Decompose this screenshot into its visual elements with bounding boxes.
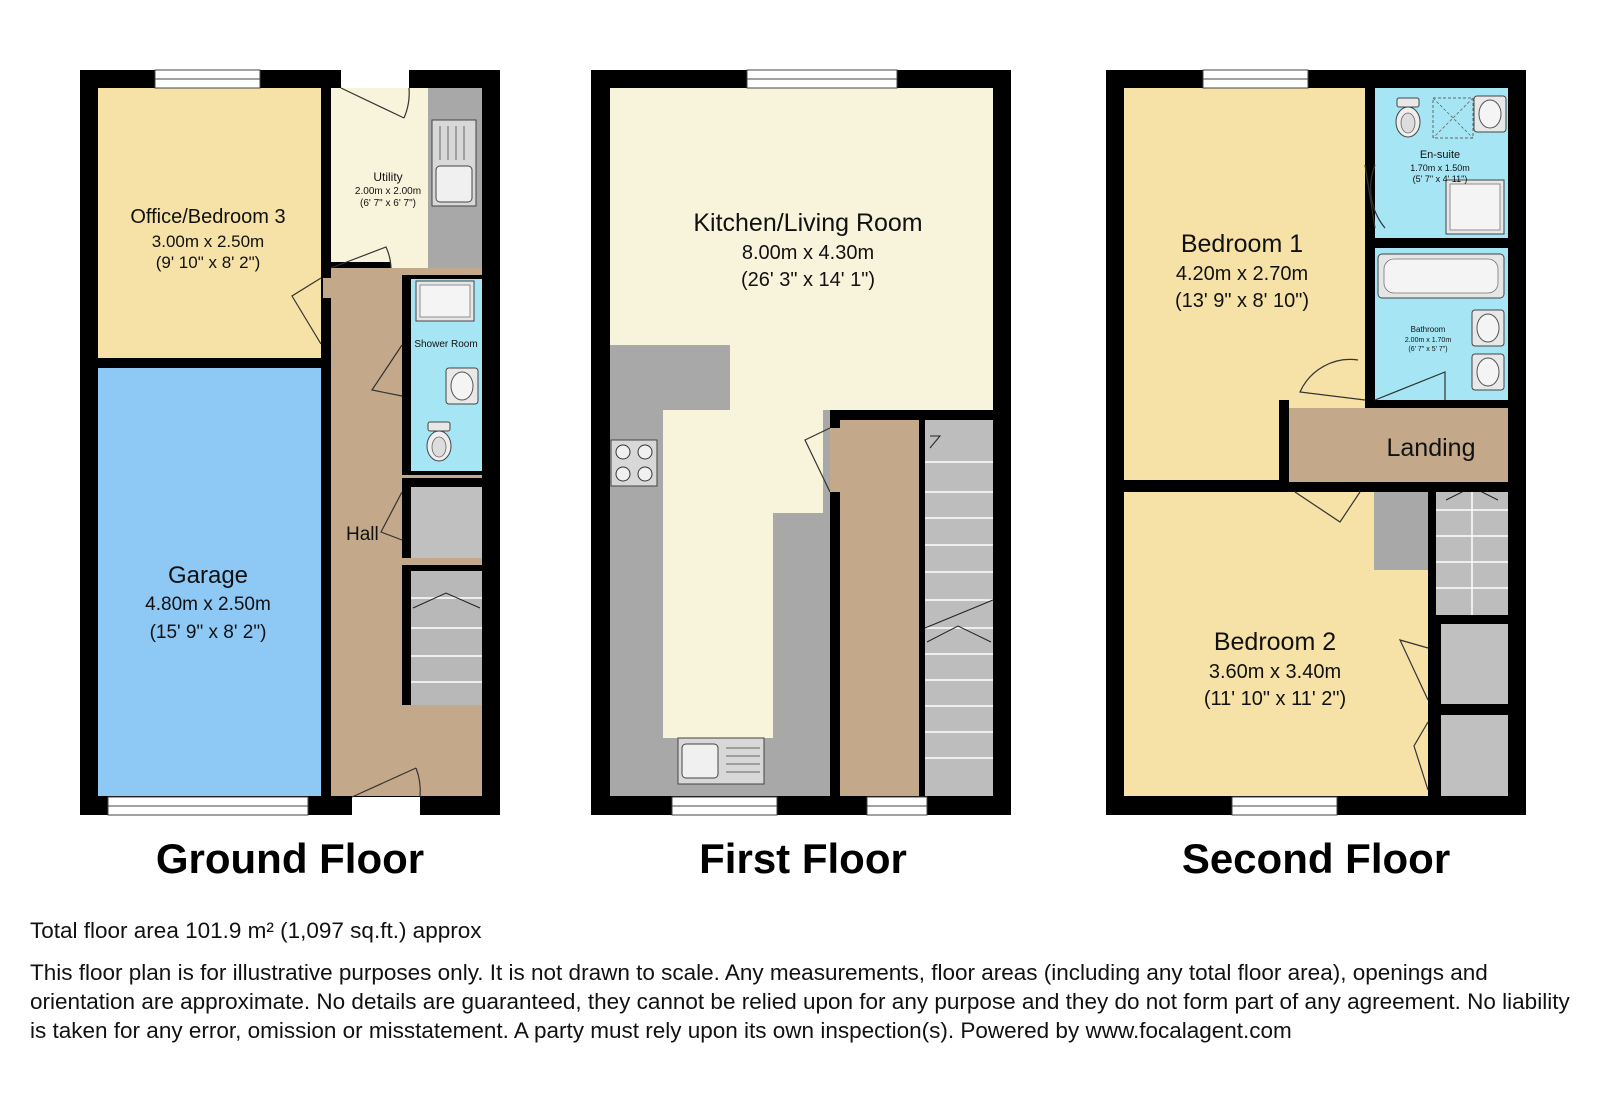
first-floor-title: First Floor [699, 835, 907, 880]
ensuite-name: En-suite [1419, 149, 1461, 161]
bedroom-1-name: Bedroom 1 [1180, 230, 1304, 258]
bedroom-1-imperial: (13' 9" x 8' 10") [1174, 290, 1310, 312]
bathroom-metric: 2.00m x 1.70m [1404, 337, 1452, 344]
bedroom-2-imperial: (11' 10" x 11' 2") [1203, 688, 1347, 710]
ensuite-imperial: (5' 7" x 4' 11") [1412, 174, 1468, 184]
garage-metric: 4.80m x 2.50m [145, 594, 271, 615]
bedroom-2-metric: 3.60m x 3.40m [1208, 661, 1342, 683]
landing-name: Landing [1386, 434, 1476, 462]
office-metric: 3.00m x 2.50m [151, 232, 265, 251]
utility-name: Utility [373, 170, 403, 184]
office-imperial: (9' 10" x 8' 2") [155, 253, 261, 272]
office-name: Office/Bedroom 3 [130, 206, 286, 228]
ground-floor-plan [80, 70, 500, 815]
utility-metric: 2.00m x 2.00m [354, 186, 422, 197]
second-floor-title: Second Floor [1181, 835, 1451, 880]
utility-imperial: (6' 7" x 6' 7") [360, 198, 416, 209]
bedroom-1-metric: 4.20m x 2.70m [1175, 263, 1309, 285]
kitchen-name: Kitchen/Living Room [693, 209, 923, 237]
garage-imperial: (15' 9" x 8' 2") [149, 622, 267, 643]
first-floor-plan [591, 70, 1011, 815]
ensuite-metric: 1.70m x 1.50m [1410, 163, 1470, 173]
total-floor-area: Total floor area 101.9 m² (1,097 sq.ft.) approx [30, 918, 482, 943]
first-stairs [925, 420, 993, 796]
shower-room-name: Shower Room [414, 339, 478, 350]
bathroom-name: Bathroom [1410, 325, 1446, 334]
bedroom-2-name: Bedroom 2 [1213, 628, 1337, 656]
kitchen-imperial: (26' 3" x 14' 1") [740, 269, 876, 291]
hall-name: Hall [346, 524, 379, 545]
bathroom-imperial: (6' 7" x 5' 7") [1408, 346, 1448, 353]
kitchen-metric: 8.00m x 4.30m [741, 242, 875, 264]
first-hallway [840, 420, 919, 796]
disclaimer-text: This floor plan is for illustrative purposes only. It is not drawn to scale. Any measurements, floor areas (including any total floor area), openings and orientation are approximate. No details are guaranteed, they cannot be relied upon for any purpose and they do not form part of any agreement. No liability is taken for any error, omission or misstatement. A party must rely upon its own inspection(s). Powered by www.focalagent.com [30, 960, 1570, 1043]
ground-floor-title: Ground Floor [155, 835, 425, 880]
garage-name: Garage [167, 562, 249, 589]
